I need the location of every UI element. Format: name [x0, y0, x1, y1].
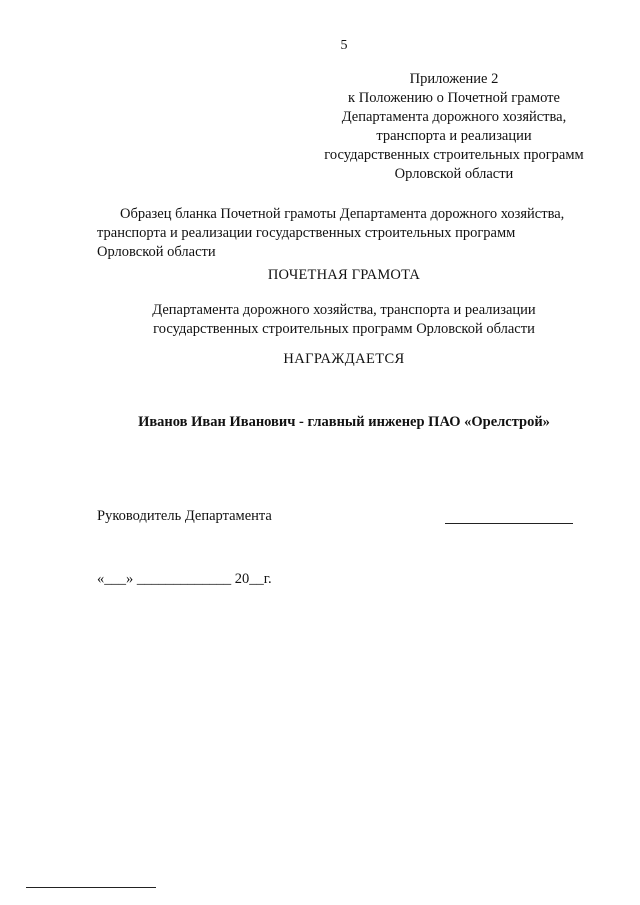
appendix-line: транспорта и реализации — [376, 128, 532, 144]
appendix-line: государственных строительных программ — [324, 147, 584, 163]
signature-line — [445, 523, 573, 524]
department-line: государственных строительных программ Орловской области — [153, 321, 535, 337]
appendix-line: Приложение 2 — [409, 71, 499, 87]
page-number: 5 — [340, 38, 348, 53]
form-caption — [97, 205, 597, 262]
footnote-rule — [26, 887, 156, 888]
certificate-title: ПОЧЕТНАЯ ГРАМОТА — [267, 267, 421, 283]
form-caption-line: транспорта и реализации государственных строительных программ — [97, 225, 516, 241]
appendix-line: Орловской области — [394, 166, 514, 182]
form-caption-line: Орловской области — [97, 244, 216, 260]
awarded-label: НАГРАЖДАЕТСЯ — [283, 351, 405, 367]
form-caption-line: Образец бланка Почетной грамоты Департамента дорожного хозяйства, — [120, 206, 565, 222]
department-line: Департамента дорожного хозяйства, транспорта и реализации — [152, 302, 536, 318]
appendix-header — [300, 70, 608, 184]
department-head-label: Руководитель Департамента — [97, 508, 272, 524]
date-line: «___» _____________ 20__г. — [97, 571, 272, 587]
certificate-department — [0, 301, 640, 339]
recipient-name: Иванов Иван Иванович - главный инженер ПАО «Орелстрой» — [138, 414, 550, 430]
appendix-line: к Положению о Почетной грамоте — [348, 90, 560, 106]
appendix-line: Департамента дорожного хозяйства, — [341, 109, 567, 125]
